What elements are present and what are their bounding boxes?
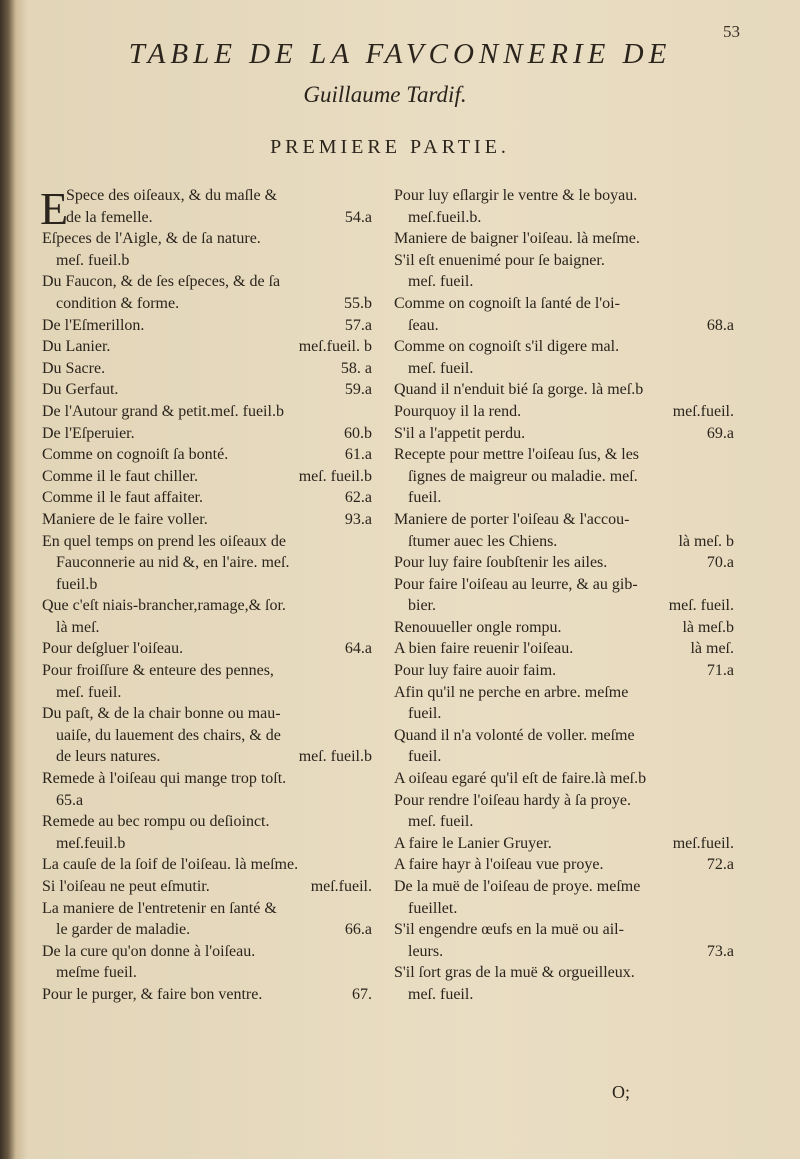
catchword: O; [612, 1082, 630, 1102]
entry-reference: là meſ. [690, 640, 734, 658]
toc-entry-line [42, 293, 372, 315]
entry-text: fueil. [408, 748, 442, 766]
toc-entry-line [394, 984, 734, 1006]
toc-entry-line [394, 941, 734, 963]
toc-entry-line [394, 746, 734, 768]
entry-text: condition & forme. [56, 294, 180, 312]
toc-entry-line [394, 811, 734, 833]
entry-text: Pour faire l'oiſeau au leurre, & au gib- [394, 575, 638, 593]
entry-reference: 68.a [706, 316, 734, 334]
entry-text: Du paſt, & de la chair bonne ou mau- [42, 705, 281, 723]
entry-text: Comme il le faut chiller. [42, 467, 198, 485]
entry-text: meſ. fueil. [408, 273, 474, 291]
part-heading: PREMIERE PARTIE. [270, 136, 510, 158]
toc-entry-line [394, 854, 734, 876]
toc-entry-line [394, 682, 734, 704]
entry-text: S'il eſt enuenimé pour ſe baigner. [394, 251, 605, 269]
entry-reference: meſ.fueil. [672, 402, 734, 420]
entry-text: Renouueller ongle rompu. [394, 618, 562, 636]
entry-reference: 70.a [706, 554, 734, 572]
toc-entry-line [394, 423, 734, 445]
entry-text: Quand il n'enduit bié ſa gorge. là meſ.b [394, 381, 644, 399]
entry-reference: 61.a [344, 446, 372, 464]
entry-text: leurs. [408, 942, 444, 960]
toc-entry-line [42, 336, 372, 358]
toc-entry-line [42, 833, 372, 855]
entry-reference: là meſ. b [678, 532, 734, 550]
entry-reference: là meſ.b [682, 618, 734, 636]
entry-text: Maniere de le faire voller. [42, 510, 208, 528]
entry-reference: 67. [352, 985, 372, 1003]
toc-entry-line [394, 898, 734, 920]
toc-entry-line [42, 509, 372, 531]
toc-entry-line [394, 595, 734, 617]
entry-reference: 73.a [706, 942, 734, 960]
toc-entry-line [42, 444, 372, 466]
entry-text: de la femelle. [66, 208, 153, 226]
entry-text: meſme fueil. [56, 964, 137, 982]
toc-entry-line [394, 293, 734, 315]
entry-text: Pour luy eſlargir le ventre & le boyau. [394, 187, 638, 204]
toc-entry-line [42, 271, 372, 293]
entry-text: Comme on cognoiſt ſa bonté. [42, 446, 229, 464]
toc-entry-line [42, 682, 372, 704]
entry-text: Pourquoy il la rend. [394, 402, 522, 420]
entry-text: A faire le Lanier Gruyer. [394, 834, 552, 852]
toc-entry-line [42, 725, 372, 747]
entry-reference: meſ. fueil.b [298, 748, 372, 766]
entry-text: Recepte pour mettre l'oiſeau ſus, & les [394, 446, 640, 464]
toc-entry-line [394, 790, 734, 812]
toc-entry-line [42, 574, 372, 596]
entry-text: Que c'eſt niais-brancher,ramage,& ſor. [42, 597, 286, 615]
right-column [394, 185, 734, 1006]
toc-entry-line [42, 984, 372, 1006]
toc-entry-line [394, 703, 734, 725]
entry-reference: 66.a [344, 921, 372, 939]
toc-entry-line [394, 379, 734, 401]
entry-text: Fauconnerie au nid &, en l'aire. meſ. [56, 554, 290, 572]
entry-text: De l'Eſperuier. [42, 424, 135, 442]
toc-entry-line [42, 595, 372, 617]
toc-entry-line [42, 941, 372, 963]
entry-text: Spece des oiſeaux, & du maſle & [66, 187, 278, 204]
toc-entry-line [42, 617, 372, 639]
entry-text: A bien faire reuenir l'oiſeau. [394, 640, 574, 658]
page-title: TABLE DE LA FAVCONNERIE DE [128, 38, 672, 70]
entry-reference: meſ. fueil. [668, 597, 734, 615]
toc-entry-line [42, 746, 372, 768]
toc-entry-line [394, 876, 734, 898]
entry-text: Quand il n'a volonté de voller. meſme [394, 726, 635, 744]
left-column [42, 185, 372, 1006]
entry-text: fueil. [408, 705, 442, 723]
entry-text: meſ. fueil.b [56, 251, 130, 269]
entry-text: La cauſe de la ſoif de l'oiſeau. là meſme. [42, 856, 299, 874]
entry-text: de leurs natures. [56, 748, 161, 766]
toc-entry-line [42, 919, 372, 941]
entry-reference: 60.b [344, 424, 372, 442]
entry-text: De l'Eſmerillon. [42, 316, 145, 334]
toc-entry-line [394, 444, 734, 466]
toc-entry-line [394, 487, 734, 509]
toc-entry-line [42, 487, 372, 509]
entry-text: En quel temps on prend les oiſeaux de [42, 532, 286, 550]
toc-entry-line [394, 271, 734, 293]
entry-text: Eſpeces de l'Aigle, & de ſa nature. [42, 230, 261, 248]
entry-text: S'il a l'appetit perdu. [394, 424, 526, 442]
toc-entry-line [42, 185, 372, 207]
entry-text: A faire hayr à l'oiſeau vue proye. [394, 856, 604, 874]
toc-entry-line [42, 660, 372, 682]
entry-text: Pour froiſſure & enteure des pennes, [42, 662, 274, 680]
toc-entry-line [394, 185, 734, 207]
entry-reference: 93.a [344, 510, 372, 528]
entry-text: Maniere de porter l'oiſeau & l'accou- [394, 510, 630, 528]
entry-text: Comme on cognoiſt s'il digere mal. [394, 338, 620, 356]
toc-entry-line [42, 250, 372, 272]
entry-text: meſ. fueil. [408, 359, 474, 377]
toc-entry-line [394, 531, 734, 553]
page-subtitle: Guillaume Tardif. [303, 82, 467, 107]
toc-entry-line [42, 768, 372, 790]
toc-entry-line [42, 423, 372, 445]
drop-cap: E [40, 183, 69, 234]
entry-text: La maniere de l'entretenir en ſanté & [42, 899, 277, 917]
toc-entry-line [394, 207, 734, 229]
entry-text: Pour rendre l'oiſeau hardy à ſa proye. [394, 791, 632, 809]
entry-text: Remede au bec rompu ou deſioinct. [42, 813, 270, 831]
entry-text: ſeau. [408, 316, 439, 334]
toc-entry-line [42, 379, 372, 401]
entry-text: meſ.fueil.b. [408, 208, 482, 226]
toc-entry-line [394, 617, 734, 639]
entry-text: uaiſe, du lauement des chairs, & de [56, 726, 281, 744]
toc-entry-line [42, 790, 372, 812]
entry-text: Maniere de baigner l'oiſeau. là meſme. [394, 230, 640, 248]
entry-reference: meſ. fueil.b [298, 467, 372, 485]
entry-text: Si l'oiſeau ne peut eſmutir. [42, 878, 210, 895]
toc-entry-line [42, 552, 372, 574]
entry-text: Pour le purger, & faire bon ventre. [42, 985, 263, 1003]
toc-entry-line [394, 962, 734, 984]
entry-text: Pour luy faire auoir faim. [394, 662, 557, 680]
toc-entry-line [42, 898, 372, 920]
entry-reference: 54.a [344, 208, 372, 226]
entry-text: S'il ſort gras de la muë & orgueilleux. [394, 964, 635, 982]
entry-reference: 57.a [344, 316, 372, 334]
entry-text: Pour deſgluer l'oiſeau. [42, 640, 184, 658]
toc-entry-line [42, 401, 372, 423]
toc-entry-line [42, 638, 372, 660]
entry-reference: meſ.fueil. [672, 834, 734, 852]
entry-text: 65.a [56, 791, 84, 809]
entry-reference: 62.a [344, 489, 372, 507]
entry-reference: 71.a [706, 662, 734, 680]
entry-reference: 72.a [706, 856, 734, 874]
toc-entry-line [394, 250, 734, 272]
toc-entry-line [42, 811, 372, 833]
entry-text: fueil.b [56, 575, 98, 593]
toc-entry-line [42, 228, 372, 250]
folio-number: 53 [723, 22, 740, 41]
toc-entry-line [394, 336, 734, 358]
toc-entry-line [394, 638, 734, 660]
toc-entry-line [42, 531, 372, 553]
entry-text: Comme il le faut affaiter. [42, 489, 203, 507]
toc-entry-line [42, 703, 372, 725]
toc-entry-line [42, 207, 372, 229]
toc-entry-line [42, 315, 372, 337]
entry-text: meſ. fueil. [408, 813, 474, 831]
toc-entry-line [42, 358, 372, 380]
entry-text: A oiſeau egaré qu'il eſt de faire.là meſ.b [394, 770, 647, 788]
entry-text: Du Faucon, & de ſes eſpeces, & de ſa [42, 273, 281, 291]
entry-text: De la cure qu'on donne à l'oiſeau. [42, 942, 256, 960]
toc-entry-line [394, 228, 734, 250]
entry-text: Pour luy faire ſoubſtenir les ailes. [394, 554, 608, 572]
entry-reference: 58. a [340, 359, 372, 377]
entry-text: ſignes de maigreur ou maladie. meſ. [408, 467, 638, 485]
toc-entry-line [394, 660, 734, 682]
entry-text: De la muë de l'oiſeau de proye. meſme [394, 878, 641, 895]
entry-text: Afin qu'il ne perche en arbre. meſme [394, 683, 629, 701]
entry-reference: 69.a [706, 424, 734, 442]
toc-entry-line [394, 833, 734, 855]
entry-text: meſ. fueil. [408, 985, 474, 1003]
entry-text: meſ. fueil. [56, 683, 122, 701]
toc-entry-line [394, 401, 734, 423]
entry-text: meſ.feuil.b [56, 834, 126, 852]
entry-text: De l'Autour grand & petit.meſ. fueil.b [42, 402, 284, 420]
entry-text: Remede à l'oiſeau qui mange trop toſt. [42, 770, 287, 788]
entry-text: Du Sacre. [42, 359, 106, 377]
entry-text: S'il engendre œufs en la muë ou ail- [394, 921, 624, 939]
toc-entry-line [394, 315, 734, 337]
entry-text: Comme on cognoiſt la ſanté de l'oi- [394, 294, 620, 312]
toc-entry-line [394, 358, 734, 380]
toc-entry-line [394, 768, 734, 790]
toc-entry-line [394, 574, 734, 596]
toc-entry-line [42, 876, 372, 898]
toc-entry-line [42, 854, 372, 876]
entry-reference: 64.a [344, 640, 372, 658]
toc-entry-line [42, 466, 372, 488]
toc-entry-line [394, 552, 734, 574]
entry-text: fueil. [408, 489, 442, 507]
entry-reference: meſ.fueil. b [298, 338, 372, 356]
entry-text: le garder de maladie. [56, 921, 191, 939]
toc-entry-line [42, 962, 372, 984]
entry-text: fueillet. [408, 899, 458, 917]
toc-entry-line [394, 725, 734, 747]
entry-reference: 55.b [344, 294, 372, 312]
entry-text: bier. [408, 597, 436, 615]
entry-reference: 59.a [344, 381, 372, 399]
entry-text: Du Lanier. [42, 338, 111, 356]
entry-reference: meſ.fueil. [310, 878, 372, 895]
toc-entry-line [394, 919, 734, 941]
toc-entry-line [394, 466, 734, 488]
toc-entry-line [394, 509, 734, 531]
entry-text: là meſ. [56, 618, 100, 636]
entry-text: ſtumer auec les Chiens. [408, 532, 558, 550]
entry-text: Du Gerfaut. [42, 381, 119, 399]
